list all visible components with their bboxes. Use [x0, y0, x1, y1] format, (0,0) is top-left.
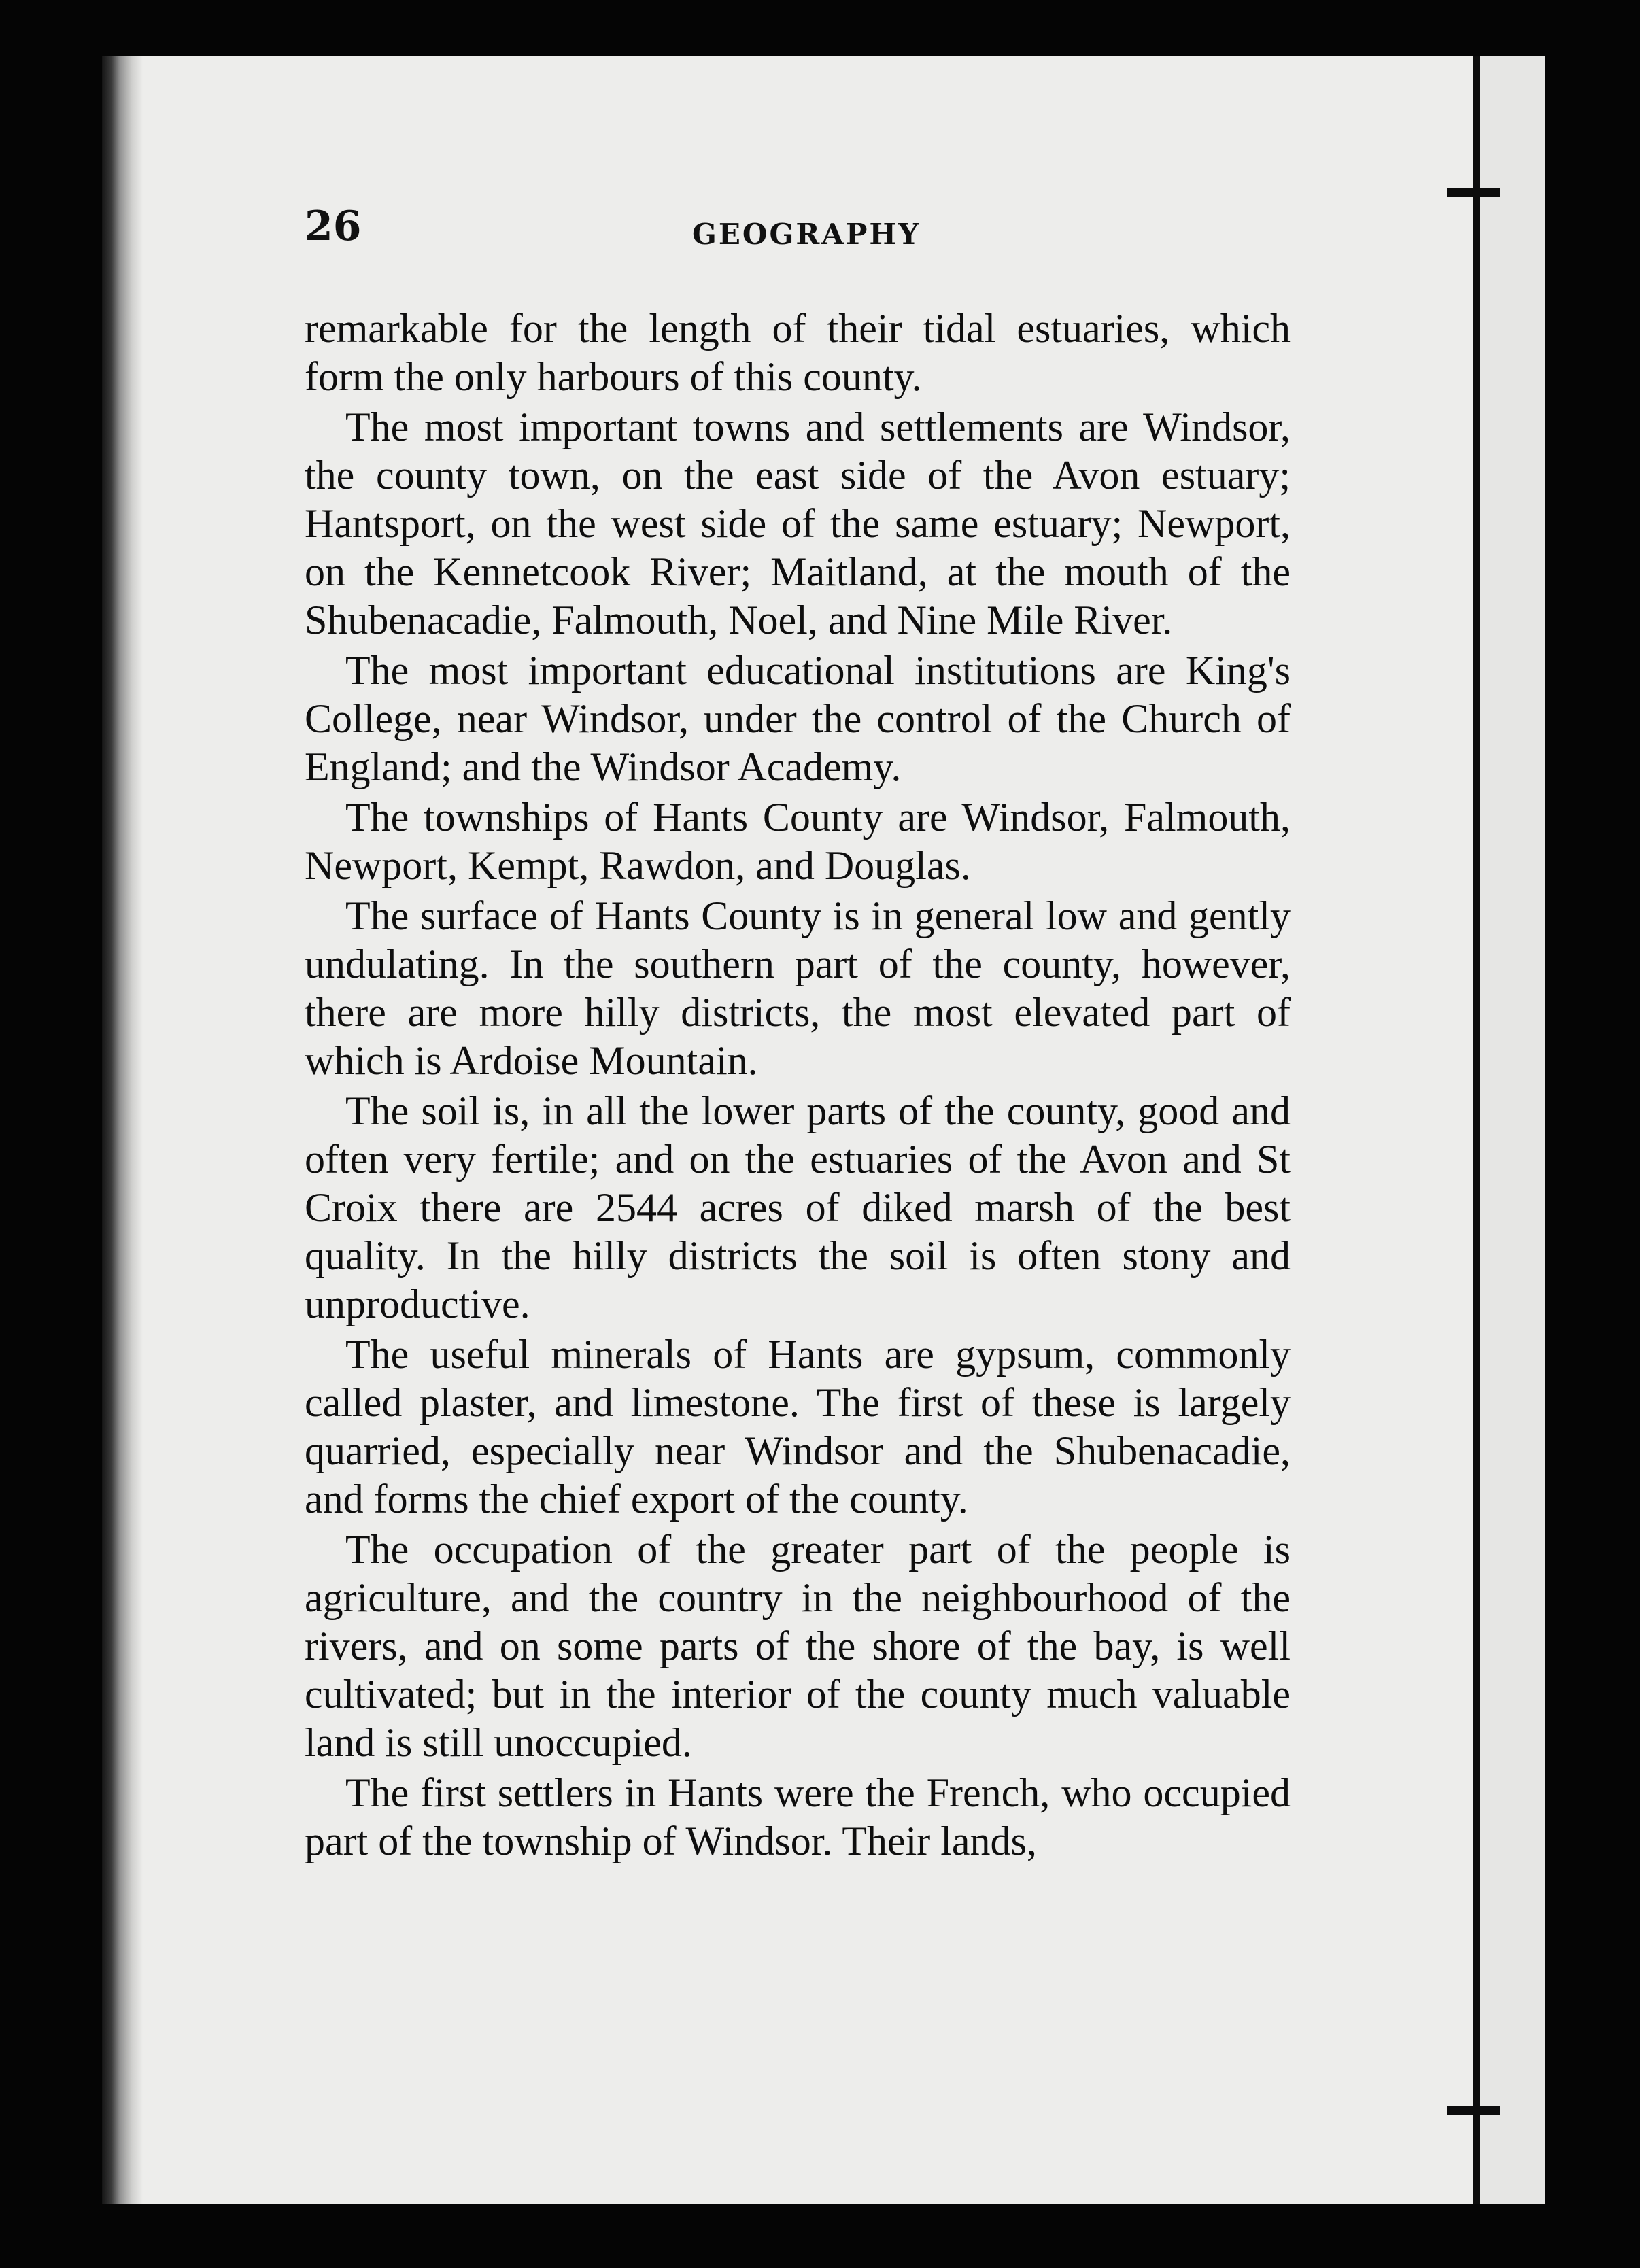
paragraph: The most important towns and settlements are Windsor, the county town, on the east side of the Avon estuary; Hantsport, on the west side of the same estuary; Newport, on the Kennetcook River; Maitland, at the mouth of the Shubenacadie, Falmouth, Noel, and Nine Mile River. [305, 405, 1291, 642]
page-number: 26 [305, 203, 362, 250]
page-left-edge-shadow [102, 56, 143, 2204]
running-head: GEOGRAPHY [692, 218, 921, 251]
paragraph: The soil is, in all the lower parts of the county, good and often very fertile; and on the estuaries of the Avon and St Croix there are 2544 acres of diked marsh of the best quality. In the hilly districts the soil is often stony and unproductive. [305, 1088, 1291, 1326]
paragraph: remarkable for the length of their tidal estuaries, which form the only harbours of this county. [305, 306, 1291, 399]
binding-bracket-top [1447, 188, 1500, 197]
paragraph: The most important educational institutions are King's College, near Windsor, under the control of the Church of England; and the Windsor Academy. [305, 648, 1291, 789]
body-text [305, 305, 1291, 1868]
binding-bracket-bottom [1447, 2106, 1500, 2115]
paragraph: The townships of Hants County are Windsor, Falmouth, Newport, Kempt, Rawdon, and Douglas. [305, 795, 1291, 888]
paragraph: The occupation of the greater part of the people is agriculture, and the country in the neighbourhood of the rivers, and on some parts of the shore of the bay, is well cultivated; but in the interior of the county much valuable land is still unoccupied. [305, 1527, 1291, 1765]
page-gutter-strip [1474, 56, 1545, 2204]
paragraph: The surface of Hants County is in general low and gently undulating. In the southern part of the county, however, there are more hilly districts, the most elevated part of which is Ardoise Mountain. [305, 893, 1291, 1083]
page-header [305, 203, 1291, 264]
paragraph: The useful minerals of Hants are gypsum, commonly called plaster, and limestone. The first of these is largely quarried, especially near Windsor and the Shubenacadie, and forms the chief export of the county. [305, 1332, 1291, 1522]
binding-spine-line [1473, 56, 1480, 2204]
paragraph: The first settlers in Hants were the French, who occupied part of the township of Windsor. Their lands, [305, 1770, 1291, 1863]
